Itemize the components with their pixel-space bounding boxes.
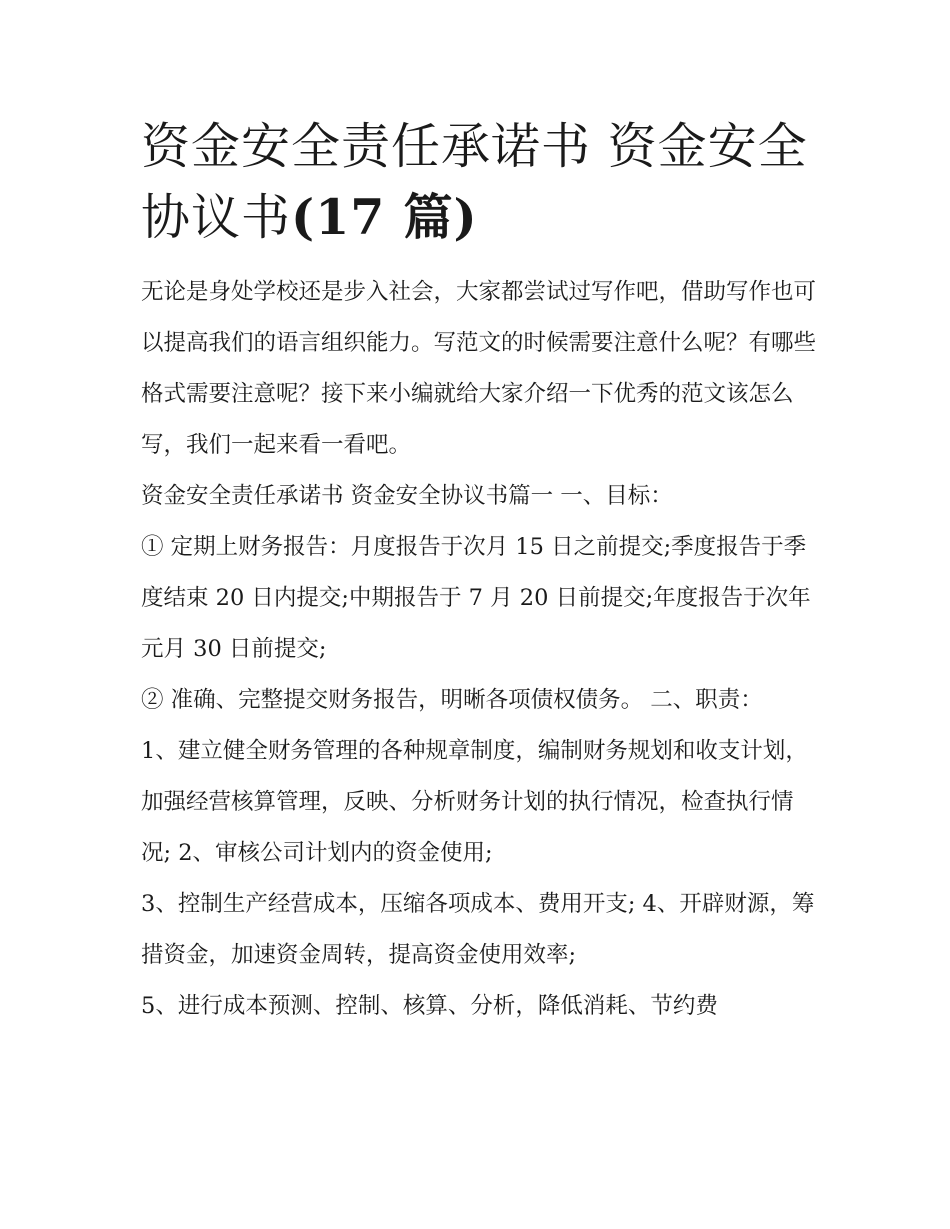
body-paragraph: ① 定期上财务报告：月度报告于次月 15 日之前提交;季度报告于季度结束 20 日内提交;中期报告于 7 月 20 日前提交;年度报告于次年元月 30 日前提交; — [141, 534, 811, 662]
body-paragraph: 5、进行成本预测、控制、核算、分析，降低消耗、节约费 — [141, 993, 718, 1019]
body-paragraph: ② 准确、完整提交财务报告，明晰各项债权债务。 二、职责： — [141, 687, 763, 713]
intro-paragraph: 无论是身处学校还是步入社会，大家都尝试过写作吧，借助写作也可以提高我们的语言组织能力。写范文的时候需要注意什么呢？有哪些格式需要注意呢？接下来小编就给大家介绍一下优秀的范文该怎么写，我们一起来看一看吧。 — [141, 279, 817, 458]
body-paragraph: 3、控制生产经营成本，压缩各项成本、费用开支; 4、开辟财源，筹措资金，加速资金周转，提高资金使用效率; — [141, 891, 815, 968]
body-paragraph: 1、建立健全财务管理的各种规章制度，编制财务规划和收支计划，加强经营核算管理，反映、分析财务计划的执行情况，检查执行情况; 2、审核公司计划内的资金使用; — [141, 738, 808, 866]
title-count: (17 篇) — [291, 188, 478, 246]
document-title — [141, 112, 816, 253]
title-text: 资金安全责任承诺书 资金安全协议书 — [141, 118, 808, 246]
section-heading: 资金安全责任承诺书 资金安全协议书篇一 一、目标： — [141, 483, 673, 509]
document-page — [141, 112, 816, 1032]
